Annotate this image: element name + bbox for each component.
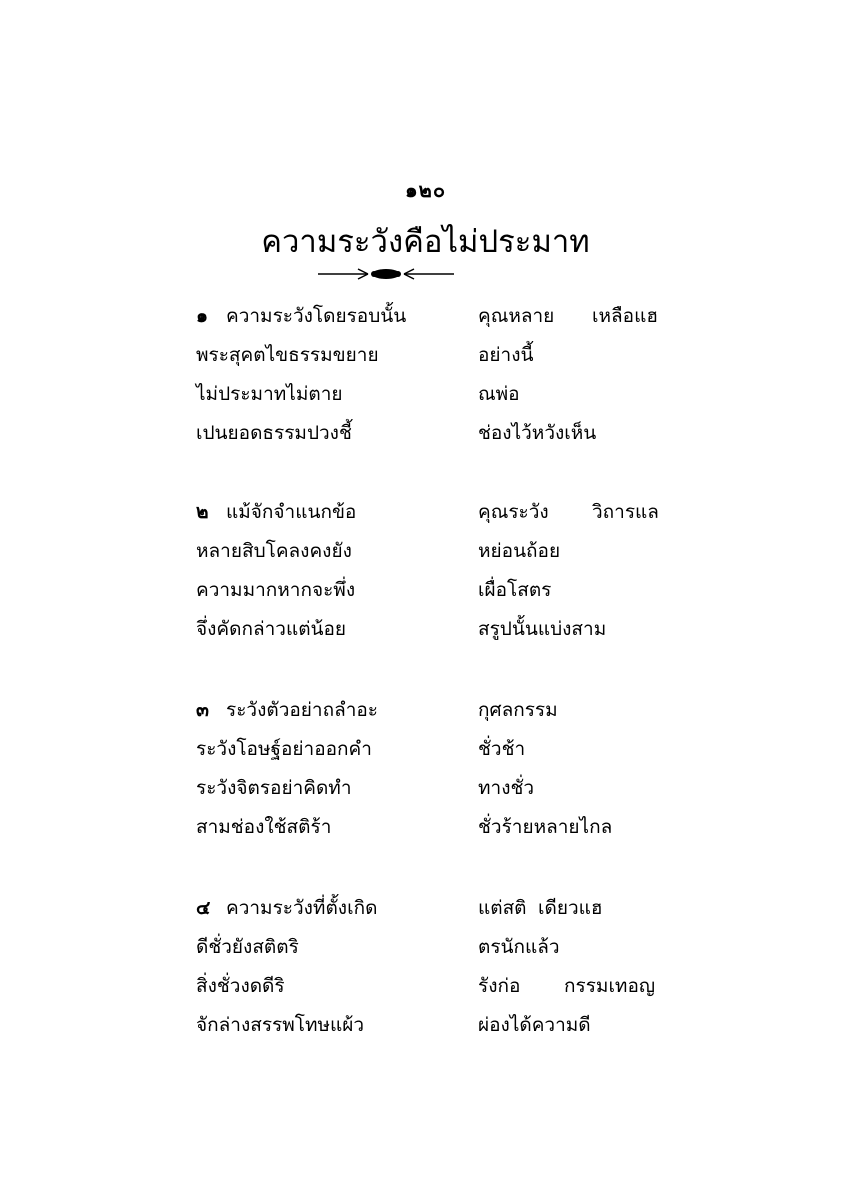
stanza-4 xyxy=(0,889,851,1045)
verse-line xyxy=(0,297,851,336)
verse-line xyxy=(0,571,851,610)
verse-right: กุศลกรรม xyxy=(478,699,558,721)
poem-title: ความระวังคือไม่ประมาท xyxy=(261,224,590,260)
verse-right-end: วิถารแล xyxy=(592,501,659,523)
verse-left: ระวังโอษฐ์อย่าออกคำ xyxy=(196,738,372,760)
verse-left: ไม่ประมาทไม่ตาย xyxy=(196,383,343,405)
verse-left: ระวังตัวอย่าถลำอะ xyxy=(226,699,379,721)
verse-left: หลายสิบโคลงคงยัง xyxy=(196,540,352,562)
verse-left: แม้จักจำแนกข้อ xyxy=(226,501,357,523)
stanza-number: ๑ xyxy=(196,305,209,327)
verse-line xyxy=(0,414,851,453)
verse-right-end: เดียวแฮ xyxy=(538,897,603,919)
verse-line xyxy=(0,610,851,649)
verse-right: ณพ่อ xyxy=(478,383,520,405)
verse-right-end: กรรมเทอญ xyxy=(564,975,656,997)
verse-right: สรูปนั้นแบ่งสาม xyxy=(478,618,607,640)
verse-line xyxy=(0,532,851,571)
verse-line xyxy=(0,375,851,414)
verse-right: ทางชั่ว xyxy=(478,777,535,799)
verse-left: ความระวังที่ตั้งเกิด xyxy=(226,897,378,919)
verse-right: คุณระวัง xyxy=(478,501,549,523)
stanza-1 xyxy=(0,297,851,453)
verse-right: หย่อนถ้อย xyxy=(478,540,561,562)
verse-right: เผื่อโสตร xyxy=(478,579,552,601)
verse-left: สิ่งชั่วงดดีริ xyxy=(196,975,285,997)
verse-line xyxy=(0,730,851,769)
verse-right-end: เหลือแฮ xyxy=(592,305,658,327)
verse-left: เปนยอดธรรมปวงชี้ xyxy=(196,422,352,444)
verse-left: ระวังจิตรอย่าคิดทำ xyxy=(196,777,352,799)
verse-left: จักล่างสรรพโทษแผ้ว xyxy=(196,1014,365,1036)
verse-line xyxy=(0,889,851,928)
verse-right: ช่องไว้หวังเห็น xyxy=(478,422,597,444)
verse-right: แต่สติ xyxy=(478,897,527,919)
stanza-number: ๔ xyxy=(196,897,211,919)
verse-line xyxy=(0,493,851,532)
verse-left: สามช่องใช้สติร้า xyxy=(196,816,332,838)
verse-right: ตรนักแล้ว xyxy=(478,936,560,958)
verse-line xyxy=(0,928,851,967)
verse-right: ชั่วช้า xyxy=(478,738,526,760)
verse-line xyxy=(0,769,851,808)
verse-line xyxy=(0,967,851,1006)
verse-left: พระสุคตไขธรรมขยาย xyxy=(196,344,379,366)
verse-right: คุณหลาย xyxy=(478,305,555,327)
decorative-rule-ornament-icon xyxy=(318,264,454,284)
page-number: ๑๒๐ xyxy=(404,178,447,202)
stanza-2 xyxy=(0,493,851,649)
stanza-number: ๓ xyxy=(196,699,209,721)
verse-left: ดีชั่วยังสติตริ xyxy=(196,936,299,958)
verse-left: ความระวังโดยรอบนั้น xyxy=(226,305,407,327)
verse-right: ชั่วร้ายหลายไกล xyxy=(478,816,613,838)
verse-left: จึ่งคัดกล่าวแต่น้อย xyxy=(196,618,347,640)
verse-right: รังก่อ xyxy=(478,975,521,997)
verse-right: ผ่องได้ความดี xyxy=(478,1014,591,1036)
verse-left: ความมากหากจะพึ่ง xyxy=(196,579,356,601)
verse-line xyxy=(0,808,851,847)
verse-line xyxy=(0,691,851,730)
verse-line xyxy=(0,336,851,375)
verse-right: อย่างนี้ xyxy=(478,344,534,366)
stanza-3 xyxy=(0,691,851,847)
stanza-number: ๒ xyxy=(196,501,209,523)
verse-line xyxy=(0,1006,851,1045)
